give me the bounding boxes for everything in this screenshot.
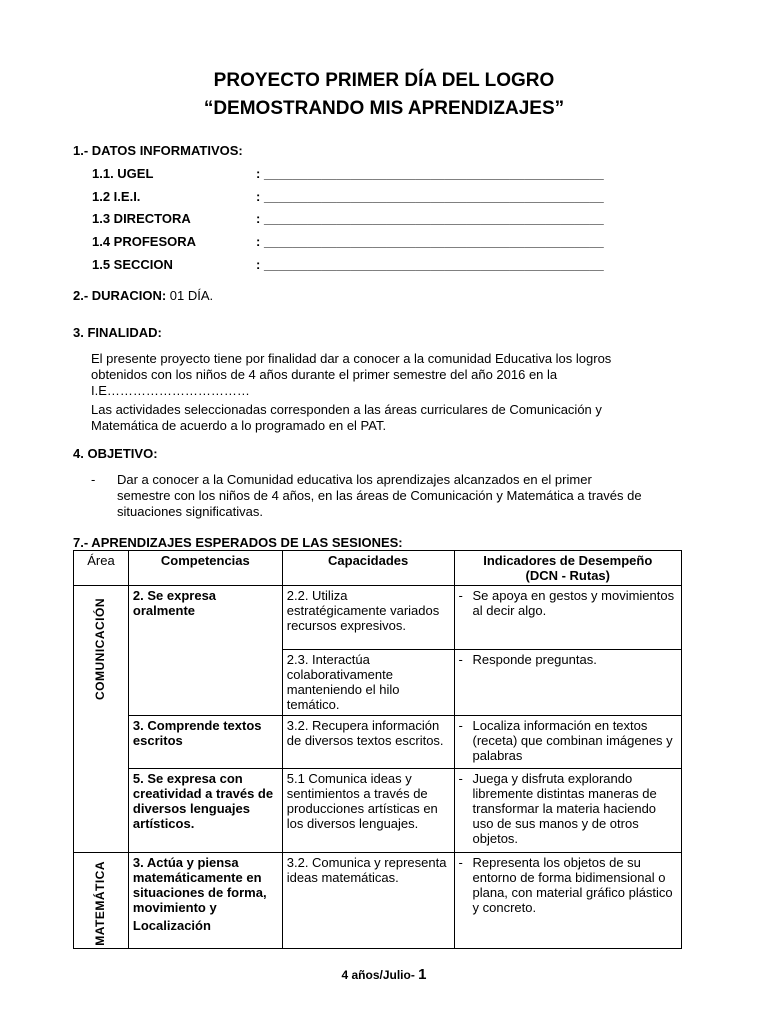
title-line-2: “DEMOSTRANDO MIS APRENDIZAJES” — [203, 98, 565, 119]
footer-text: 4 años/Julio- — [341, 968, 419, 982]
directora-label: 1.3 DIRECTORA — [92, 211, 191, 226]
header-competencias: Competencias — [128, 551, 282, 586]
area-comunicacion-cell — [74, 586, 129, 853]
finalidad-paragraph-1: El presente proyecto tiene por finalidad dar a conocer a la comunidad Educativa los logros obtenidos con los niños de 4 años durante el primer semestre del año 2016 en la I.E…………………………… — [91, 351, 612, 398]
capacidad-cell: 2.2. Utiliza estratégicamente variados recursos expresivos. — [282, 586, 454, 650]
iei-label: 1.2 I.E.I. — [92, 189, 141, 204]
objetivo-heading: 4. OBJETIVO: — [73, 446, 158, 461]
table-row — [74, 716, 682, 769]
finalidad-paragraph-2: Las actividades seleccionadas corresponden a las áreas curriculares de Comunicación y Matemática de acuerdo a lo programado en el PAT. — [91, 402, 602, 433]
header-area: Área — [74, 551, 129, 586]
ugel-field: : _______________________________________________ — [256, 166, 604, 181]
finalidad-heading: 3. FINALIDAD: — [73, 325, 162, 340]
area-comunicacion-label: COMUNICACIÓN — [93, 598, 108, 700]
page-number: 1 — [418, 966, 427, 983]
area-matematica-cell — [74, 853, 129, 949]
directora-field: : _______________________________________________ — [256, 211, 604, 226]
title-line-1: PROYECTO PRIMER DÍA DEL LOGRO — [213, 70, 555, 91]
duracion-value: 01 DÍA. — [169, 288, 214, 303]
capacidad-cell: 3.2. Comunica y representa ideas matemáticas. — [282, 853, 454, 949]
competencia-cell: 3. Comprende textos escritos — [128, 716, 282, 769]
table-row — [74, 586, 682, 650]
objetivo-text: Dar a conocer a la Comunidad educativa los aprendizajes alcanzados en el primer semestre con los niños de 4 años, en las áreas de Comunicación y Matemática a través de situaciones significativas. — [117, 472, 642, 519]
indicador-cell: - Localiza información en textos (receta) que combinan imágenes y palabras — [454, 716, 682, 769]
capacidad-cell: 2.3. Interactúa colaborativamente manteniendo el hilo temático. — [282, 650, 454, 716]
section1-heading: 1.- DATOS INFORMATIVOS: — [73, 143, 243, 158]
table-row — [74, 853, 682, 949]
area-matematica-label: MATEMÁTICA — [93, 861, 108, 946]
header-indicadores: Indicadores de Desempeño (DCN - Rutas) — [454, 551, 682, 586]
aprendizajes-heading: 7.- APRENDIZAJES ESPERADOS DE LAS SESIONES: — [73, 535, 403, 550]
iei-field: : _______________________________________________ — [256, 189, 604, 204]
seccion-label: 1.5 SECCION — [92, 257, 173, 272]
competencia-cell: 5. Se expresa con creatividad a través de diversos lenguajes artísticos. — [128, 769, 282, 853]
indicador-cell: - Juega y disfruta explorando libremente distintas maneras de transformar la materia haciendo uso de sus manos y de otros objetos. — [454, 769, 682, 853]
profesora-field: : _______________________________________________ — [256, 234, 604, 249]
header-capacidades: Capacidades — [282, 551, 454, 586]
aprendizajes-table — [73, 550, 682, 949]
capacidad-cell: 3.2. Recupera información de diversos textos escritos. — [282, 716, 454, 769]
competencia-cell: 3. Actúa y piensa matemáticamente en situaciones de forma, movimiento y Localización — [128, 853, 282, 949]
indicador-cell: - Responde preguntas. — [454, 650, 682, 716]
indicador-cell: - Se apoya en gestos y movimientos al decir algo. — [454, 586, 682, 650]
indicador-cell: - Representa los objetos de su entorno de forma bidimensional o plana, con material gráfico plástico y concreto. — [454, 853, 682, 949]
ugel-label: 1.1. UGEL — [92, 166, 154, 181]
duracion-heading: 2.- DURACION: — [73, 288, 167, 303]
objetivo-bullet: - — [91, 472, 96, 487]
table-header-row — [74, 551, 682, 586]
competencia-cell: 2. Se expresa oralmente — [128, 586, 282, 716]
duracion-line — [73, 288, 213, 303]
seccion-field: : _______________________________________________ — [256, 257, 604, 272]
page-footer — [0, 966, 768, 983]
profesora-label: 1.4 PROFESORA — [92, 234, 197, 249]
table-row — [74, 769, 682, 853]
capacidad-cell: 5.1 Comunica ideas y sentimientos a través de producciones artísticas en los diversos lenguajes. — [282, 769, 454, 853]
